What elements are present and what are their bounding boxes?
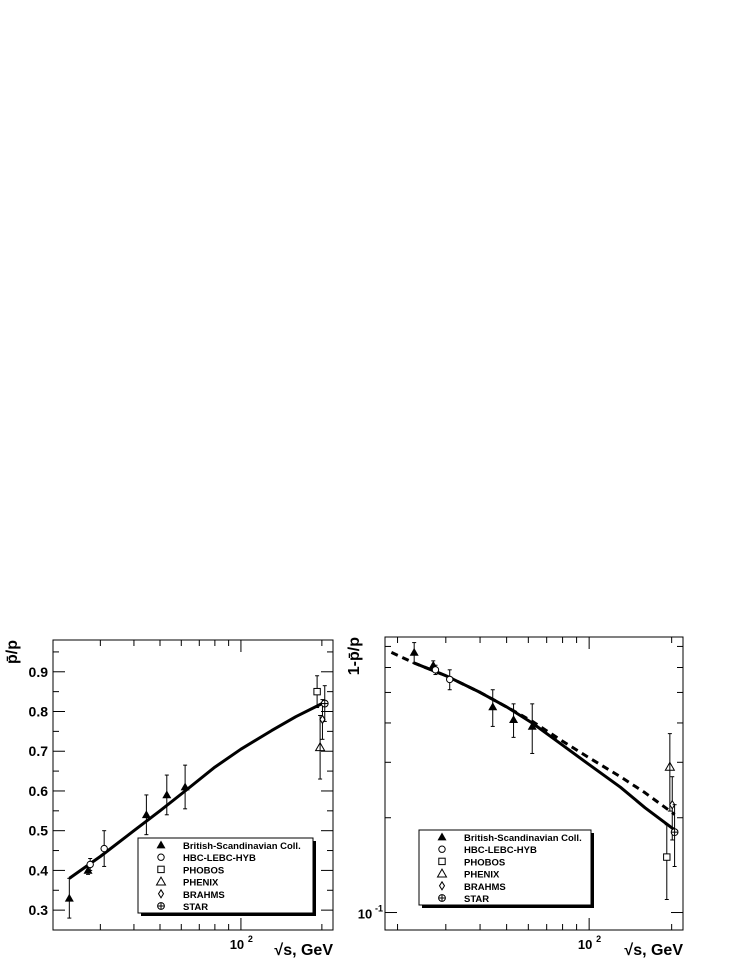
y-tick-label: 0.9 — [28, 663, 48, 680]
data-point — [488, 702, 497, 710]
legend-marker — [439, 858, 445, 864]
y-tick-label: 0.8 — [28, 703, 48, 720]
data-point — [664, 854, 670, 860]
chart-panel-left — [4, 640, 333, 959]
series-phenix — [665, 734, 674, 811]
y-tick-label-exponent: -1 — [375, 903, 384, 914]
x-tick-label-exponent: 2 — [596, 934, 602, 944]
series-phobos — [314, 676, 320, 708]
data-point — [87, 861, 93, 867]
legend-entry: HBC-LEBC-HYB — [183, 853, 256, 865]
data-point — [432, 667, 438, 673]
series-phobos — [664, 825, 670, 900]
legend-entry: HBC-LEBC-HYB — [464, 845, 537, 857]
y-tick-label: 0.7 — [28, 743, 48, 760]
legend-entry: British-Scandinavian Coll. — [183, 841, 301, 852]
data-point — [65, 894, 74, 902]
data-point — [314, 688, 320, 694]
legend-marker — [439, 846, 445, 852]
legend-entry: BRAHMS — [464, 881, 506, 893]
x-axis-title: √s, GeV — [624, 942, 683, 959]
legend-entry: PHOBOS — [464, 857, 506, 869]
legend-marker — [158, 903, 165, 910]
legend-marker — [158, 866, 164, 872]
data-point — [671, 829, 678, 836]
legend-entry: STAR — [183, 902, 209, 913]
legend-entry: PHENIX — [183, 877, 219, 889]
y-axis-title: p̄/p — [4, 640, 21, 664]
x-tick-label: 10 — [229, 937, 245, 952]
y-tick-label: 0.4 — [28, 862, 48, 879]
chart-panel-right — [346, 637, 683, 959]
series-hbc-lebc-hyb — [87, 831, 107, 871]
data-point — [142, 810, 151, 818]
legend-entry: BRAHMS — [183, 889, 225, 901]
data-point — [162, 790, 171, 798]
legend-entry: PHENIX — [464, 869, 500, 881]
fit-curve-solid — [414, 663, 677, 832]
x-axis-title: √s, GeV — [274, 942, 333, 959]
data-point — [410, 648, 419, 656]
legend-entry: PHOBOS — [183, 865, 225, 877]
data-point — [320, 715, 325, 723]
legend-marker — [439, 895, 446, 902]
y-tick-label: 0.3 — [28, 902, 48, 919]
legend-entry: STAR — [464, 894, 490, 905]
legend — [138, 838, 316, 916]
series-hbc-lebc-hyb — [432, 665, 453, 689]
y-tick-label: 0.5 — [28, 822, 48, 839]
data-point — [447, 676, 453, 682]
x-tick-label: 10 — [577, 937, 593, 952]
data-point — [181, 782, 190, 790]
legend — [419, 830, 594, 908]
series-british-scandinavian-coll- — [410, 643, 537, 754]
fit-curve-dashed — [391, 652, 674, 814]
x-tick-label-exponent: 2 — [247, 934, 253, 944]
legend-entry: British-Scandinavian Coll. — [464, 833, 582, 844]
data-point — [101, 845, 107, 851]
series-phenix — [316, 715, 325, 779]
y-tick-label: 0.6 — [28, 782, 48, 799]
legend-marker — [158, 854, 164, 860]
y-tick-label: 10 — [357, 906, 373, 922]
data-point — [321, 700, 328, 707]
y-axis-title: 1-p̄/p — [346, 637, 363, 676]
data-point — [509, 715, 518, 723]
